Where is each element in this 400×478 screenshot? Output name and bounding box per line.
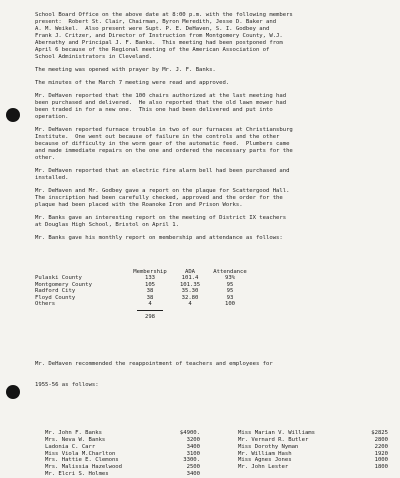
table-cell-attendance: 95: [226, 288, 234, 295]
reappointment-intro: [35, 347, 385, 403]
staff-salary: 3300.: [183, 457, 200, 464]
table-cell-blank: [35, 307, 130, 320]
paragraph: [35, 235, 385, 242]
table-cell-ada: 32.80: [181, 294, 199, 301]
text-line: Mr. DeHaven recommended the reappointment of teachers and employees for: [35, 361, 273, 368]
text-line: been purchased and delivered. He also reported that the old lawn mower had: [35, 100, 287, 106]
table-cell-attendance: 93: [226, 294, 234, 301]
text-line: other.: [35, 155, 56, 161]
text-line: A. M. Weikel. Also present were Supt. P. E. DeHaven, S. I. Godbey and: [35, 26, 270, 32]
staff-column-right: [238, 430, 388, 471]
paragraph: [35, 80, 385, 87]
staff-row: [238, 451, 388, 458]
staff-salary: 2800: [374, 437, 388, 444]
staff-row: [238, 430, 388, 437]
staff-salary: 3400: [186, 471, 200, 478]
table-cell-membership: 105: [144, 281, 156, 288]
staff-name: Mrs. Malissia Hazelwood: [45, 464, 122, 471]
table-cell-ada: 4: [188, 301, 192, 308]
text-line: Institute. One went out because of failure in the controls and the other: [35, 134, 280, 140]
text-line: Abernathy and Principal J. F. Banks. This meeting had been postponed from: [35, 40, 283, 46]
text-line: been traded in for a new one. This one had been delivered and put into: [35, 107, 273, 113]
table-cell-membership: 133: [144, 275, 156, 282]
staff-name: Miss Viola M.Charlton: [45, 450, 116, 457]
staff-row: [45, 437, 200, 444]
text-line: Mr. Banks gave his monthly report on membership and attendance as follows:: [35, 235, 283, 241]
table-cell-membership: 38: [146, 294, 154, 301]
table-cell-ada: 101.4: [181, 275, 199, 282]
staff-row: [238, 464, 388, 471]
paragraph: [35, 93, 385, 121]
staff-name: Mr. John Lester: [238, 464, 289, 471]
staff-row: [45, 430, 200, 437]
text-line: April 6 because of the Regional meeting of the American Association of: [35, 47, 270, 53]
staff-name: Ladonia C. Carr: [45, 443, 96, 450]
staff-column-left: [45, 430, 200, 478]
table-total-row: [35, 307, 250, 320]
text-line: Frank J. Critzer, and Director of Instruction from Montgomery County, W.J.: [35, 33, 283, 39]
text-line: because of difficulty in the worm gear of the automatic feed. Plumbers came: [35, 141, 290, 147]
staff-salary: 3100: [186, 450, 200, 457]
paragraph-group: [35, 12, 385, 242]
total-rule: [137, 310, 163, 311]
staff-list: [35, 430, 388, 478]
staff-salary: 2500: [186, 464, 200, 471]
staff-row: [238, 444, 388, 451]
paragraph: [35, 215, 385, 229]
text-line: present: Robert St. Clair, Chairman, Byron Meredith, Jesse D. Baker and: [35, 19, 277, 25]
staff-row: [45, 451, 200, 458]
staff-name: Mrs. Hattie E. Clemons: [45, 457, 119, 464]
text-line: Mr. Banks gave an interesting report on the meeting of District IX teachers: [35, 215, 287, 221]
table-cell-ada: 35.30: [181, 288, 199, 295]
staff-name: Miss Agnes Jones: [238, 457, 292, 464]
text-line: at Douglas High School, Bristol on April 1.: [35, 222, 179, 228]
text-line: The meeting was opened with prayer by Mr. J. F. Banks.: [35, 67, 216, 73]
staff-row: [45, 457, 200, 464]
staff-salary: 1920: [374, 450, 388, 457]
table-header: Attendance: [213, 269, 247, 275]
paragraph: [35, 127, 385, 162]
text-line: 1955-56 as follows:: [35, 382, 99, 389]
paragraph: [35, 67, 385, 74]
table-cell-county: Montgomery County: [35, 281, 92, 288]
table-cell-county: Others: [35, 301, 56, 308]
staff-name: Mrs. Neva W. Banks: [45, 437, 106, 444]
staff-row: [45, 464, 200, 471]
punch-hole: [6, 385, 20, 399]
attendance-table: [35, 269, 250, 320]
text-line: Mr. DeHaven reported that the 100 chairs authorized at the last meeting had: [35, 93, 287, 99]
staff-row: [45, 471, 200, 478]
table-cell-membership: 38: [146, 288, 154, 295]
table-cell-attendance: 100: [224, 301, 236, 308]
staff-salary: 3400: [186, 443, 200, 450]
staff-row: [45, 444, 200, 451]
staff-salary: $2825: [371, 430, 388, 437]
text-line: and made immediate repairs on the one and ordered the necessary parts for the: [35, 148, 293, 154]
membership-total: [130, 307, 170, 320]
staff-salary: 2200: [374, 443, 388, 450]
staff-name: Mr. John F. Banks: [45, 430, 102, 437]
text-line: The inscription had been carefully checked, approved and the order for the: [35, 195, 283, 201]
text-line: plaque had been placed with the Roanoke Iron and Prison Works.: [35, 202, 243, 208]
table-cell-county: Floyd County: [35, 294, 76, 301]
staff-name: Miss Marian V. Williams: [238, 430, 315, 437]
staff-salary: 1000: [374, 457, 388, 464]
table-cell-county: Radford City: [35, 288, 76, 295]
text-line: Mr. DeHaven and Mr. Godbey gave a report on the plaque for Scattergood Hall.: [35, 188, 290, 194]
paragraph: [35, 12, 385, 61]
paragraph: [35, 168, 385, 182]
text-line: operation.: [35, 114, 69, 120]
table-cell-county: Pulaski County: [35, 275, 82, 282]
staff-name: Mr. Elcri S. Holmes: [45, 471, 109, 478]
paragraph: [35, 188, 385, 209]
table-header: ADA: [184, 269, 196, 275]
punch-hole: [6, 108, 20, 122]
staff-salary: 1800: [374, 464, 388, 471]
staff-row: [238, 457, 388, 464]
staff-name: Mr. Vernard R. Butler: [238, 437, 309, 444]
text-line: Mr. DeHaven reported that an electric fire alarm bell had been purchased and: [35, 168, 290, 174]
text-line: School Administrators in Cleveland.: [35, 54, 153, 60]
table-header: Membership: [133, 269, 167, 275]
text-line: The minutes of the March 7 meeting were read and approved.: [35, 80, 230, 86]
staff-salary: $4900.: [179, 430, 200, 437]
staff-name: Mr. William Hash: [238, 450, 292, 457]
staff-salary: 3200: [186, 437, 200, 444]
table-cell-attendance: 95: [226, 281, 234, 288]
text-line: Mr. DeHaven reported furnace trouble in two of our furnaces at Christiansburg: [35, 127, 293, 133]
text-line: installed.: [35, 175, 69, 181]
table-cell-membership: 4: [148, 301, 152, 308]
text-line: School Board Office on the above date at 8:00 p.m. with the following members: [35, 12, 293, 18]
minutes-text: [35, 0, 388, 478]
table-cell-ada: 101.35: [179, 281, 201, 288]
staff-name: Miss Dorothy Nyman: [238, 443, 299, 450]
staff-row: [238, 437, 388, 444]
membership-total-value: 298: [144, 313, 156, 320]
table-cell-attendance: 93%: [224, 275, 236, 282]
